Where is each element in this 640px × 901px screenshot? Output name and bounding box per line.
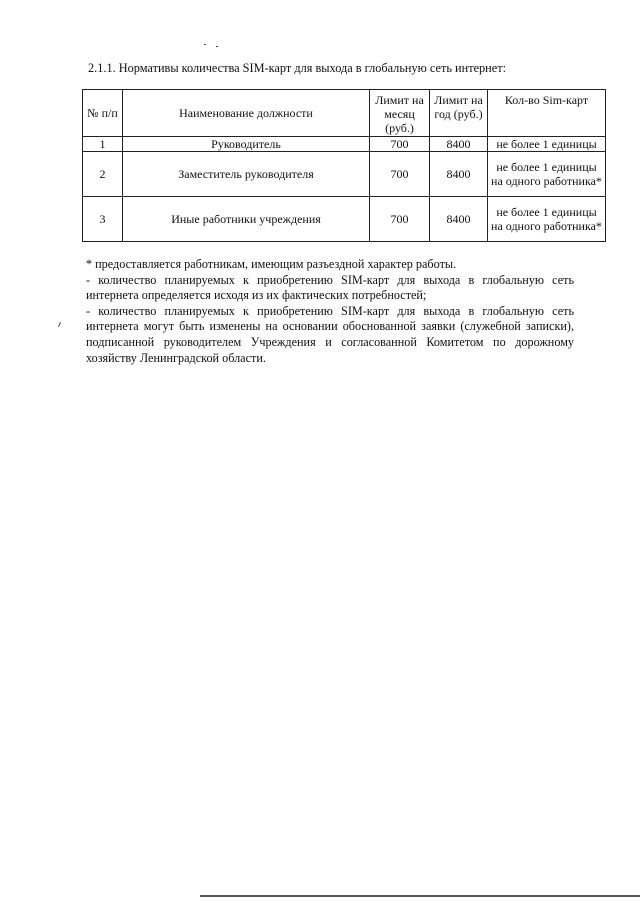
scan-edge-line (200, 895, 640, 897)
cell-limit-year: 8400 (430, 152, 488, 197)
sim-norms-table (82, 89, 606, 242)
header-sim-count: Кол-во Sim-карт (488, 90, 606, 137)
header-limit-year: Лимит на год (руб.) (430, 90, 488, 137)
note-paragraph: - количество планируемых к приобретению SIM-карт для выхода в глобальную сеть интернета определяется исходя из их фактических потребностей; (86, 272, 574, 303)
cell-sim-count: не более 1 единицы на одного работника* (488, 152, 606, 197)
note-paragraph: - количество планируемых к приобретению SIM-карт для выхода в глобальную сеть интернета могут быть изменены на основании обоснованной заявки (служебной записки), подписанной руководителем Учреждения и согласованной Комитетом по дорожному хозяйству Ленинградской области. (86, 303, 574, 365)
section-heading: 2.1.1. Нормативы количества SIM-карт для выхода в глобальную сеть интернет: (88, 61, 507, 75)
cell-position: Заместитель руководителя (123, 152, 370, 197)
cell-position: Иные работники учреждения (123, 197, 370, 242)
cell-number: 1 (83, 137, 123, 152)
scan-speck (216, 46, 218, 47)
header-number: № п/п (83, 90, 123, 137)
footnote: * предоставляется работникам, имеющим разъездной характер работы. (86, 257, 457, 271)
cell-limit-month: 700 (370, 197, 430, 242)
header-position: Наименование должности (123, 90, 370, 137)
cell-position: Руководитель (123, 137, 370, 152)
notes-block (86, 257, 574, 366)
table-row (83, 197, 606, 242)
cell-sim-count: не более 1 единицы (488, 137, 606, 152)
cell-limit-month: 700 (370, 152, 430, 197)
cell-number: 2 (83, 152, 123, 197)
cell-number: 3 (83, 197, 123, 242)
cell-limit-year: 8400 (430, 137, 488, 152)
table-row (83, 137, 606, 152)
table-row (83, 152, 606, 197)
header-limit-month: Лимит на месяц (руб.) (370, 90, 430, 137)
scan-speck (204, 44, 206, 45)
table-header-row (83, 90, 606, 137)
cell-sim-count: не более 1 единицы на одного работника* (488, 197, 606, 242)
cell-limit-year: 8400 (430, 197, 488, 242)
scan-speck (58, 322, 61, 327)
cell-limit-month: 700 (370, 137, 430, 152)
